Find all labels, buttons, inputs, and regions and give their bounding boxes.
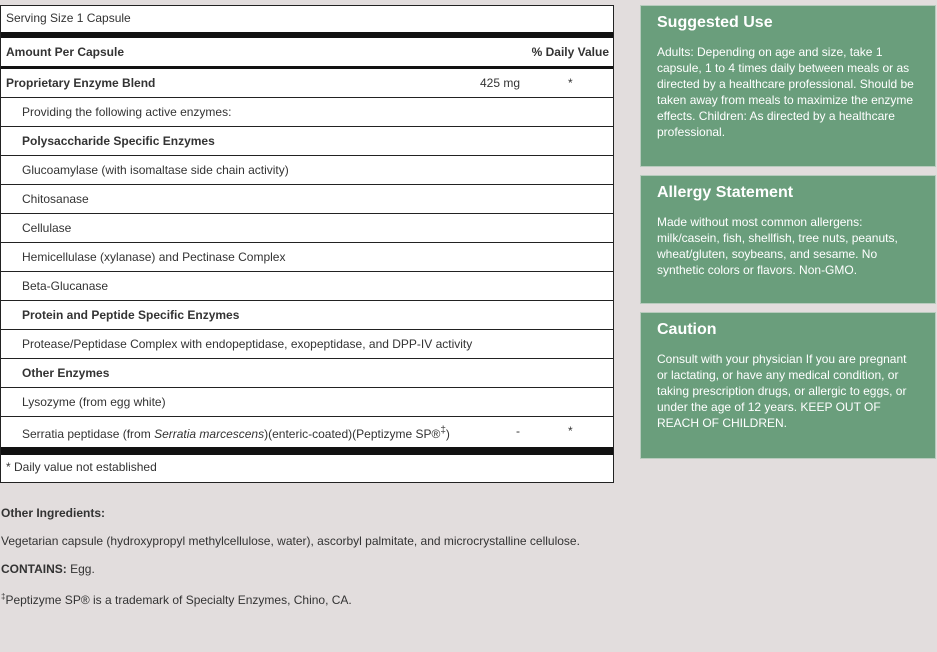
suggested-use-panel — [640, 5, 936, 167]
serratia-pre: Serratia peptidase (from — [22, 427, 155, 441]
ingredient-label: Cellulase — [22, 221, 72, 235]
amount-per-capsule-label: Amount Per Capsule — [6, 45, 125, 59]
allergy-text: Made without most common allergens: milk/casein, fish, shellfish, tree nuts, peanuts, wheat/gluten, soybeans, and sesame. No synthetic colors or flavors. Non-GMO. — [657, 215, 898, 277]
ingredient-label: Glucoamylase (with isomaltase side chain activity) — [22, 163, 289, 177]
contains-label: CONTAINS: — [1, 562, 67, 576]
table-row — [1, 98, 613, 127]
caution-text: Consult with your physician If you are pregnant or lactating, or have any medical condition, or taking prescription drugs, or allergic to eggs, or under the age of 12 years. KEEP OUT OF REACH OF CHILDREN. — [657, 352, 907, 430]
other-ingredients-title: Other Ingredients: — [1, 506, 106, 520]
blend-row — [1, 69, 613, 98]
ingredient-label: Protease/Peptidase Complex with endopeptidase, exopeptidase, and DPP-IV activity — [22, 337, 473, 351]
serratia-row — [1, 417, 613, 445]
serratia-dv: * — [568, 424, 573, 438]
ingredient-label: Providing the following active enzymes: — [22, 105, 232, 119]
caution-title: Caution — [657, 321, 717, 338]
suggested-use-title: Suggested Use — [657, 14, 773, 31]
section-label: Protein and Peptide Specific Enzymes — [22, 308, 240, 322]
table-row — [1, 185, 613, 214]
ingredient-label: Chitosanase — [22, 192, 89, 206]
contains-text: Egg. — [66, 562, 95, 576]
trademark-mark: ‡ — [1, 592, 6, 601]
serratia-close: ) — [445, 427, 450, 441]
section-label: Other Enzymes — [22, 366, 110, 380]
table-row — [1, 388, 613, 417]
supplement-facts-table — [0, 5, 614, 483]
serratia-species: Serratia marcescens — [154, 427, 265, 441]
serving-size: Serving Size 1 Capsule — [1, 6, 613, 38]
bottom-rule — [1, 447, 613, 455]
blend-name: Proprietary Enzyme Blend — [6, 76, 156, 90]
trademark-text: Peptizyme SP® is a trademark of Specialty Enzymes, Chino, CA. — [5, 593, 352, 607]
table-row — [1, 272, 613, 301]
serratia-post: )(enteric-coated)(Peptizyme SP® — [264, 427, 441, 441]
table-row — [1, 214, 613, 243]
ingredient-label: Hemicellulase (xylanase) and Pectinase Complex — [22, 250, 286, 264]
ingredient-label: Beta-Glucanase — [22, 279, 109, 293]
blend-amount: 425 mg — [480, 76, 521, 90]
double-dagger-mark: ‡ — [440, 425, 446, 436]
serratia-amount: - — [516, 424, 520, 438]
serratia-label — [22, 417, 450, 448]
other-info — [1, 505, 701, 617]
table-row — [1, 156, 613, 185]
daily-value-label: % Daily Value — [531, 45, 609, 59]
section-label: Polysaccharide Specific Enzymes — [22, 134, 215, 148]
table-row — [1, 243, 613, 272]
section-row — [1, 127, 613, 156]
blend-dv: * — [568, 76, 573, 90]
table-header — [1, 38, 613, 69]
other-ingredients-text: Vegetarian capsule (hydroxypropyl methylcellulose, water), ascorbyl palmitate, and microcrystalline cellulose. — [1, 534, 580, 548]
table-row — [1, 330, 613, 359]
allergy-panel — [640, 175, 936, 304]
section-row — [1, 301, 613, 330]
section-row — [1, 359, 613, 388]
suggested-use-text: Adults: Depending on age and size, take 1 capsule, 1 to 4 times daily between meals or as directed by a healthcare professional. Should be taken away from meals to maximize the enzyme effects. Children: As directed by a healthcare professional. — [657, 45, 914, 139]
footnote: * Daily value not established — [6, 460, 157, 474]
ingredient-label: Lysozyme (from egg white) — [22, 395, 166, 409]
allergy-title: Allergy Statement — [657, 184, 794, 201]
caution-panel — [640, 312, 936, 459]
